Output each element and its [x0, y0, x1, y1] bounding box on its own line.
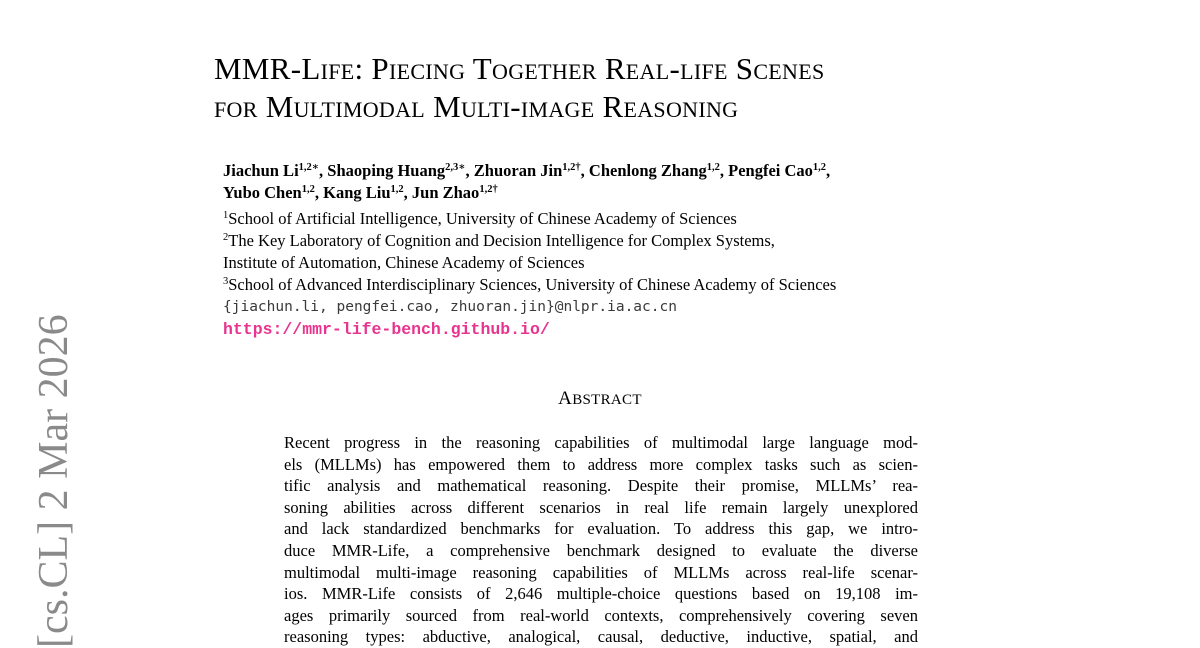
author-name: Zhuoran Jin — [473, 161, 563, 180]
abstract-line: ages primarily sourced from real-world contexts, comprehensively covering seven — [284, 605, 918, 625]
abstract-line: reasoning types: abductive, analogical, causal, deductive, inductive, spatial, and — [284, 627, 918, 647]
abstract-line: Recent progress in the reasoning capabilities of multimodal large language mod- — [284, 433, 918, 452]
affiliation-2-cont — [223, 252, 836, 274]
author-affil-mark: 1,2† — [479, 184, 498, 195]
title-line-2: for Multimodal Multi-image Reasoning — [214, 89, 739, 124]
author-name: Chenlong Zhang — [588, 161, 707, 180]
abstract-heading-rest: BSTRACT — [572, 392, 642, 408]
abstract-body — [284, 432, 918, 648]
author-name: Shaoping Huang — [327, 161, 446, 180]
affiliation-3 — [223, 274, 836, 296]
author-affil-mark: 1,2 — [390, 184, 404, 195]
author-affil-mark: 1,2∗ — [298, 162, 320, 173]
author-name: Pengfei Cao — [728, 161, 813, 180]
author-name: Jun Zhao — [411, 183, 480, 202]
author-name: Kang Liu — [323, 183, 391, 202]
affiliation-2 — [223, 230, 836, 252]
author-affil-mark: 1,2 — [812, 162, 827, 173]
affiliation-list — [223, 208, 836, 296]
author-name: Jiachun Li — [223, 161, 299, 180]
affiliation-1 — [223, 208, 836, 230]
arxiv-stamp: [cs.CL] 2 Mar 2026 — [31, 314, 77, 648]
author-affil-mark: 1,2† — [562, 162, 581, 173]
abstract-line: duce MMR-Life, a comprehensive benchmark designed to evaluate the diverse — [284, 540, 918, 560]
author-name: Yubo Chen — [223, 183, 302, 202]
project-homepage-link[interactable]: https://mmr-life-bench.github.io/ — [223, 320, 550, 339]
paper-title — [214, 50, 825, 126]
abstract-line: els (MLLMs) has empowered them to address more complex tasks such as scien- — [284, 454, 918, 474]
affiliation-text: Institute of Automation, Chinese Academy of Sciences — [223, 253, 585, 272]
abstract-line: tific analysis and mathematical reasoning. Despite their promise, MLLMs’ rea- — [284, 476, 918, 496]
affiliation-mark: 2 — [223, 232, 229, 243]
contact-email: {jiachun.li, pengfei.cao, zhuoran.jin}@nlpr.ia.ac.cn — [223, 299, 677, 315]
abstract-line: and lack standardized benchmarks for evaluation. To address this gap, we intro- — [284, 519, 918, 539]
affiliation-mark: 3 — [223, 276, 229, 287]
author-affil-mark: 1,2 — [706, 162, 720, 173]
abstract-line: multimodal multi-image reasoning capabilities of MLLMs across real-life scenar- — [284, 562, 918, 582]
affiliation-text: School of Advanced Interdisciplinary Sciences, University of Chinese Academy of Sciences — [228, 275, 837, 294]
abstract-heading-initial: A — [558, 388, 573, 409]
affiliation-mark: 1 — [223, 210, 229, 221]
author-affil-mark: 1,2 — [301, 184, 315, 195]
author-affil-mark: 2,3∗ — [445, 162, 466, 173]
author-line-1: Jiachun $Li^{1,2∗}$, Shaoping Huang$^{2,3∗}$, Zhuoran Jin$^{1,2\dagger}$, Chenlong Zhang$^{1,2}$, Pengfei Cao$^{1,2}$, — [223, 161, 831, 180]
affiliation-text: School of Artificial Intelligence, University of Chinese Academy of Sciences — [228, 209, 737, 228]
author-list — [223, 160, 830, 204]
abstract-heading — [0, 388, 1200, 410]
affiliation-text: The Key Laboratory of Cognition and Decision Intelligence for Complex Systems, — [228, 231, 775, 250]
abstract-line: soning abilities across different scenarios in real life remain largely unexplored — [284, 497, 918, 517]
author-line-2: Yubo Chen$^{1,2}$, Kang Liu$^{1,2}$, Jun Zhao$^{1,2\dagger}$ — [223, 183, 498, 202]
abstract-line: ios. MMR-Life consists of 2,646 multiple-choice questions based on 19,108 im- — [284, 584, 918, 604]
title-line-1: MMR-Life: Piecing Together Real-life Scenes — [214, 51, 825, 86]
